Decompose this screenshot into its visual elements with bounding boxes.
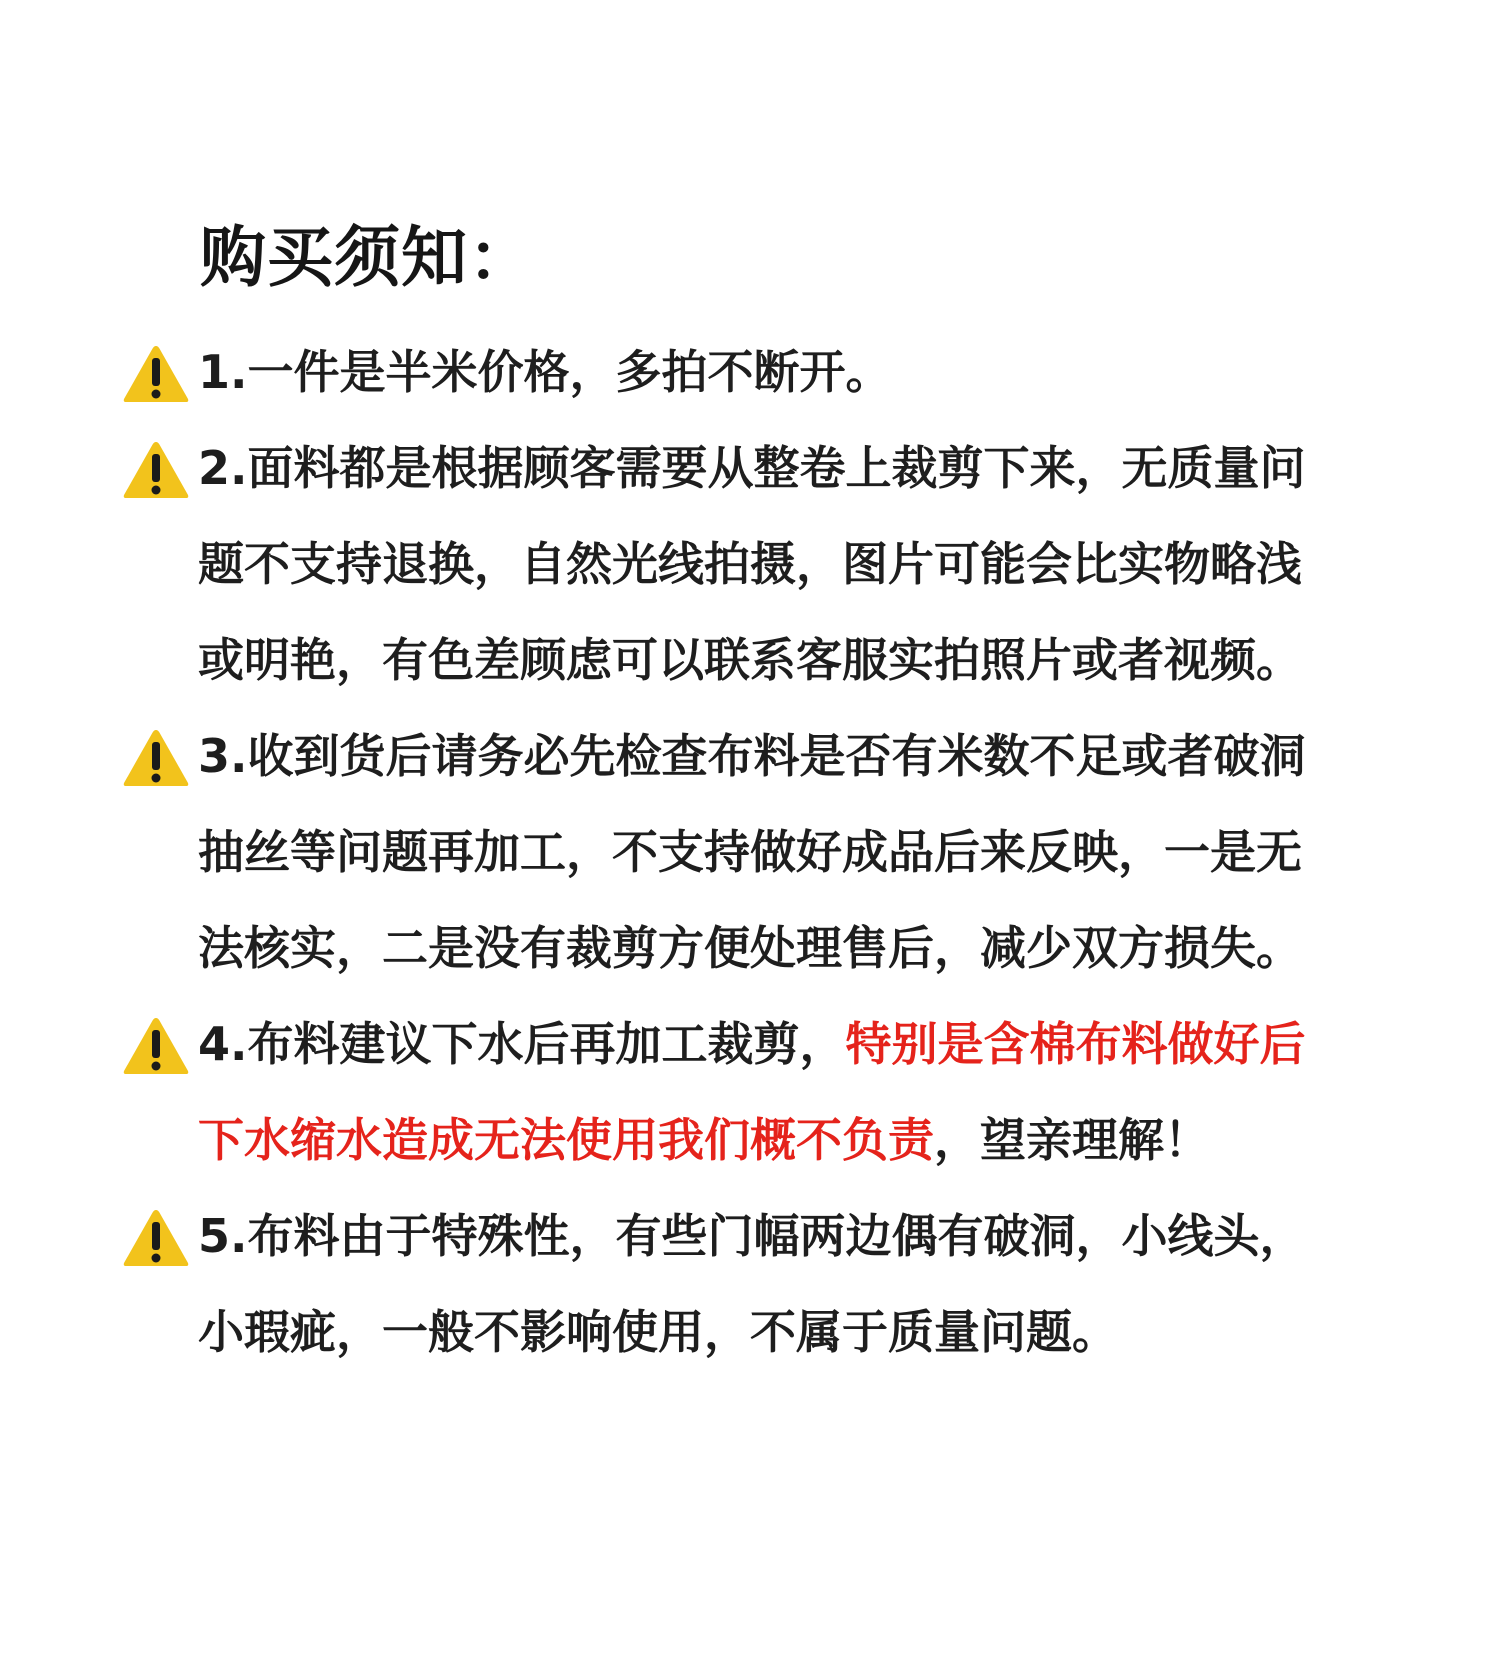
notice-item-text — [198, 708, 1358, 996]
notice-line: 小瑕疵，一般不影响使用，不属于质量问题。 — [198, 1305, 1118, 1359]
notice-title: 购买须知： — [200, 219, 535, 296]
warning-icon — [122, 1208, 190, 1268]
warning-icon — [122, 1016, 190, 1076]
notice-line: 2.面料都是根据顾客需要从整卷上裁剪下来，无质量问 — [198, 441, 1306, 495]
notice-line — [198, 996, 1358, 1092]
notice-text-normal: 4.布料建议下水后再加工裁剪， — [198, 1017, 846, 1071]
notice-line — [198, 1092, 1358, 1188]
notice-line: 1.一件是半米价格，多拍不断开。 — [198, 345, 892, 399]
notice-line: 3.收到货后请务必先检查布料是否有米数不足或者破洞 — [198, 729, 1306, 783]
notice-item-text — [198, 1188, 1358, 1380]
warning-icon — [122, 344, 190, 404]
notice-item-text — [198, 324, 1358, 420]
notice-line: 或明艳，有色差顾虑可以联系客服实拍照片或者视频。 — [198, 633, 1302, 687]
notice-line: 题不支持退换，自然光线拍摄，图片可能会比实物略浅 — [198, 537, 1302, 591]
notice-text-highlight: 下水缩水造成无法使用我们概不负责 — [198, 1113, 934, 1167]
notice-line: 抽丝等问题再加工，不支持做好成品后来反映，一是无 — [198, 825, 1302, 879]
notice-item-text — [198, 420, 1358, 708]
notice-line: 5.布料由于特殊性，有些门幅两边偶有破洞，小线头， — [198, 1209, 1306, 1263]
notice-line: 法核实，二是没有裁剪方便处理售后，减少双方损失。 — [198, 921, 1302, 975]
notice-text-normal: ，望亲理解！ — [934, 1113, 1210, 1167]
notice-text-highlight: 特别是含棉布料做好后 — [845, 1017, 1306, 1071]
warning-icon — [122, 440, 190, 500]
notice-item-text — [198, 996, 1358, 1188]
warning-icon — [122, 728, 190, 788]
